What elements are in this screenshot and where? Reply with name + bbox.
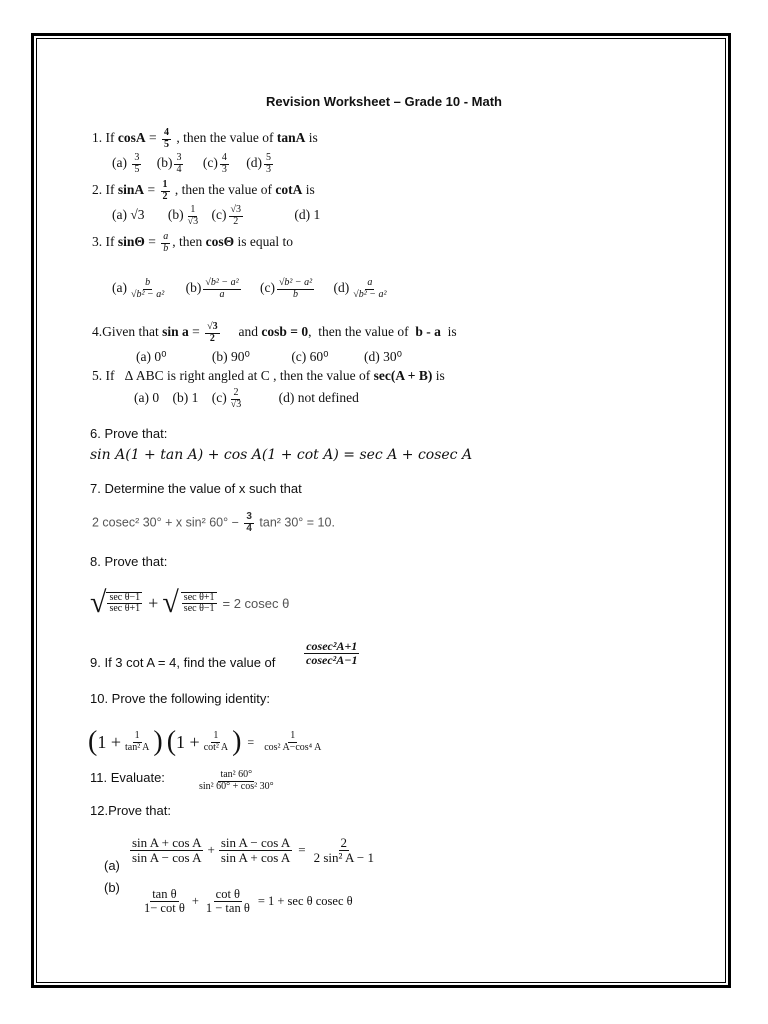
q12-part-a-label: (a) <box>104 858 120 873</box>
q2-given-fraction: $\frac{1}{2}$ <box>162 179 168 202</box>
q1-given-fraction: $\frac{4}{5}$ <box>164 127 169 150</box>
question-4: 4.Given that sin a = $\frac{√3}{2}$ and cosb = 0, then the value of b - a is <box>92 321 457 344</box>
q7-equation: 2 cosec² 30° + x sin² 60° − $\frac{3}{4}$ tan² 30° = 10. <box>92 511 335 534</box>
q2-option-b: (b) $\frac{1}{√3}$ <box>167 204 199 227</box>
q1-tail: is <box>305 130 318 146</box>
q4-options <box>136 349 402 365</box>
q8-equation: √ $\frac{\text{sec θ−1}}{\text{sec θ+1}}$ + √ $\frac{\text{sec θ+1}}{\text{sec θ−1}}$ = 2 cosec θ <box>90 586 290 619</box>
q1-stem-post: , then the value of <box>173 130 277 146</box>
q5-options <box>134 388 359 410</box>
q1-options <box>112 153 275 175</box>
question-5: 5. If Δ ABC is right angled at C , then the value of sec(A + B) is <box>92 368 445 383</box>
q3-option-d: (d) $\frac{a}{\text{√b² − a²}}$ <box>333 277 387 300</box>
q1-func: cosA <box>117 130 146 146</box>
question-3: 3. If sinΘ = $\frac{a}{b}$ , then cosΘ is equal to <box>92 231 294 254</box>
q10-equation: ( 1 + $\frac{1}{\text{tan² A}}$ ) ( 1 + $\frac{1}{\text{cot² A}}$ ) = $\frac{1}{\text{cos² A−cos⁴ A}}$ <box>88 726 322 757</box>
q12-part-b-label: (b) <box>104 880 120 895</box>
q4-option-d: (d) 30⁰ <box>363 349 402 364</box>
q8-sqrt-1-icon: √ <box>90 586 107 619</box>
q5-option-a: (a) 0 <box>134 390 160 406</box>
q1-stem: 1. If <box>92 130 118 146</box>
q11-label: 11. Evaluate: <box>90 770 165 785</box>
q4-option-a: (a) 0⁰ <box>136 349 167 364</box>
q1-option-c: (c) $\frac{4}{3}$ <box>202 152 227 175</box>
q5-option-b: (b) 1 <box>172 390 199 406</box>
q3-option-b: (b) $\frac{\text{√b² − a²}}{a}$ <box>185 277 239 300</box>
q8-heading: 8. Prove that: <box>90 554 168 569</box>
q7-heading: 7. Determine the value of x such that <box>90 481 302 496</box>
q1-target: tanA <box>276 130 306 146</box>
q2-options <box>112 205 320 227</box>
question-2: 2. If sinA = $\frac{1}{2}$ , then the value of cotA is <box>92 179 315 202</box>
q4-option-c: (c) 60⁰ <box>291 349 329 364</box>
q9-fraction: $\frac{\text{cosec²A+1}}{\text{cosec²A−1}}$ <box>306 639 358 667</box>
q3-option-a: (a) $\frac{b}{\text{√b² − a²}}$ <box>112 277 165 300</box>
q2-option-a: (a) √3 <box>112 207 145 223</box>
q4-given-fraction: $\frac{√3}{2}$ <box>207 321 218 344</box>
q6-heading: 6. Prove that: <box>90 426 168 441</box>
q11-fraction: $\frac{\text{tan² 60°}}{\text{sin² 60° + cos² 30°}}$ <box>199 769 274 792</box>
q6-formula: sin A(1 + tan A) + cos A(1 + cot A) = sec A + cosec A <box>90 447 473 463</box>
q9-text: 9. If 3 cot A = 4, find the value of <box>90 655 276 670</box>
q3-options <box>112 278 391 300</box>
q1-option-d: (d) $\frac{5}{3}$ <box>246 152 271 175</box>
q8-sqrt-2-icon: √ <box>162 586 179 619</box>
q2-option-c: (c) $\frac{√3}{2}$ <box>211 204 242 227</box>
q1-eq: = <box>145 130 160 146</box>
q3-given-fraction: $\frac{a}{b}$ <box>163 231 169 254</box>
q5-option-d: (d) not defined <box>278 390 359 406</box>
q1-option-a: (a) $\frac{3}{5}$ <box>112 152 140 175</box>
q10-heading: 10. Prove the following identity: <box>90 691 270 706</box>
question-1 <box>92 128 318 150</box>
q12-part-b-equation: $\frac{\text{tan θ}}{\text{1− cot θ}}$ + $\frac{\text{cot θ}}{\text{1 − tan θ}}$ = 1 + sec θ cosec θ <box>144 887 353 916</box>
q4-option-b: (b) 90⁰ <box>211 349 250 364</box>
q2-option-d: (d) 1 <box>294 207 321 223</box>
q3-option-c: (c) $\frac{\text{√b² − a²}}{b}$ <box>259 277 313 300</box>
q1-option-b: (b) $\frac{3}{4}$ <box>156 152 182 175</box>
worksheet-title: Revision Worksheet – Grade 10 - Math <box>266 94 502 109</box>
q5-option-c: (c) $\frac{2}{√3}$ <box>211 387 242 410</box>
q12-part-a-equation: $\frac{\text{sin A + cos A}}{\text{sin A − cos A}}$ + $\frac{\text{sin A − cos A}}{\text{sin A + cos A}}$ = $\frac{2}{\text{2 sin² A − 1}}$ <box>132 835 374 865</box>
q12-label: 12.Prove that: <box>90 803 171 818</box>
